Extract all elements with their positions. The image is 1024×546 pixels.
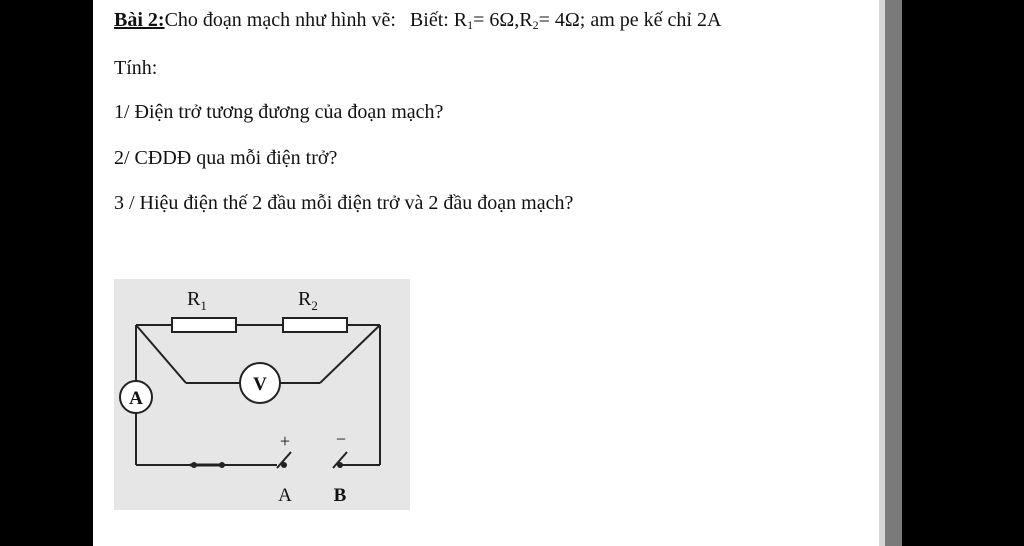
switch-dot-left — [191, 462, 197, 468]
calc-label: Tính: — [114, 57, 158, 79]
plus-sign: + — [279, 431, 291, 451]
question-1: 1/ Điện trở tương đương của đoạn mạch? — [114, 101, 444, 123]
wire-v-left-diagonal — [136, 325, 186, 383]
problem-heading — [114, 8, 721, 37]
terminal-b-label: B — [333, 485, 347, 506]
problem-title: Bài 2: — [114, 9, 165, 31]
r1-subscript: 1 — [467, 18, 474, 32]
scrollbar[interactable] — [885, 0, 902, 546]
r2-value: = 4Ω; am pe kế chỉ 2A — [538, 9, 722, 31]
r2-subscript: 2 — [532, 18, 539, 32]
switch-dot-right — [219, 462, 225, 468]
minus-sign: − — [335, 429, 347, 449]
question-2: 2/ CĐDĐ qua mỗi điện trở? — [114, 147, 338, 169]
circuit-diagram — [114, 279, 410, 510]
terminal-a-dot — [281, 462, 287, 468]
terminal-b-dot — [337, 462, 343, 468]
r2-label: $R_2$ — [298, 288, 318, 313]
ammeter-label: A — [129, 388, 143, 409]
voltmeter-label: V — [253, 374, 267, 395]
terminal-a-label: A — [278, 485, 292, 506]
given-prefix: Biết: R — [409, 9, 468, 31]
wire-v-right-diagonal — [320, 325, 380, 383]
problem-intro: Cho đoạn mạch như hình vẽ: — [164, 9, 396, 31]
question-3: 3 / Hiệu điện thế 2 đầu mỗi điện trở và 2 đầu đoạn mạch? — [114, 192, 574, 214]
r1-label: $R_1$ — [187, 288, 207, 313]
resistor-r2 — [283, 318, 347, 332]
r1-value: = 6Ω,R — [473, 9, 533, 31]
resistor-r1 — [172, 318, 236, 332]
circuit-svg — [114, 279, 410, 510]
